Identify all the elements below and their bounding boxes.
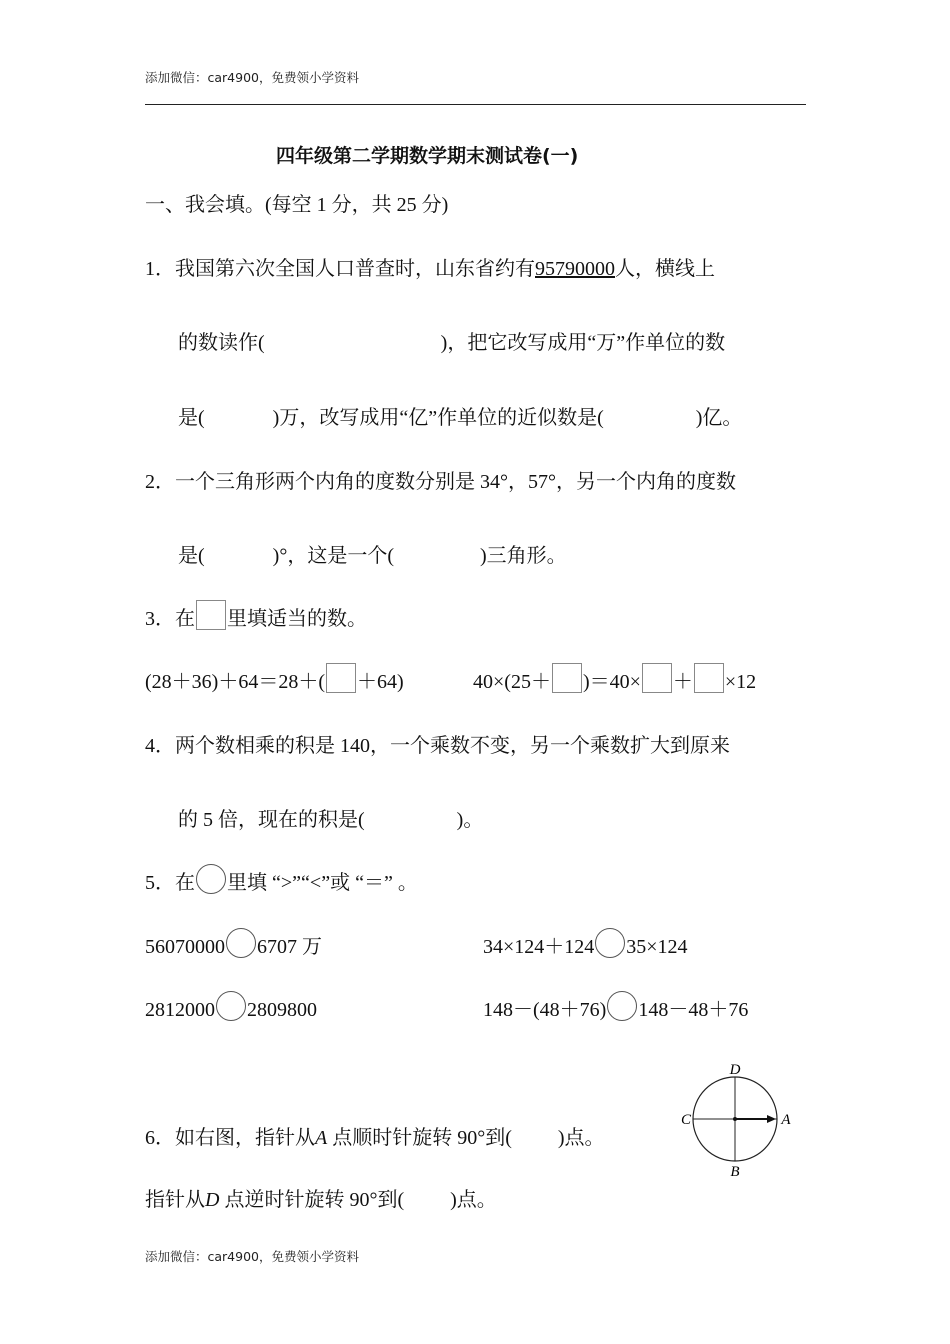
- q6-line2: [145, 1183, 497, 1212]
- q3-eq2-d: ×12: [724, 671, 757, 693]
- q2-text1: 一个三角形两个内角的度数分别是 34°，57°，另一个内角的度数: [175, 471, 736, 493]
- q3-number: 3．: [145, 608, 175, 630]
- q6-line1-a: 如右图，指针从: [175, 1127, 315, 1149]
- q5-circle-symbol: [196, 864, 226, 894]
- q2-line2-start: 是(: [178, 545, 205, 567]
- q5-c4-right: 148－48＋76: [638, 999, 749, 1021]
- header-rule: [145, 104, 806, 105]
- q1-line2-end: )，把它改写成用“万”作单位的数: [440, 332, 726, 354]
- q5-text-a: 在: [175, 872, 195, 894]
- q3-text-b: 里填适当的数。: [227, 608, 367, 630]
- q4-number: 4．: [145, 735, 175, 757]
- q5-c3-circle[interactable]: [216, 991, 246, 1021]
- q2-line2-mid: )°，这是一个(: [272, 545, 394, 567]
- q6-line2-c: )点。: [450, 1189, 497, 1211]
- q6-point-d: D: [205, 1189, 220, 1211]
- q1-line2-start: 的数读作(: [178, 332, 265, 354]
- section-heading: 一、我会填。(每空 1 分，共 25 分): [145, 194, 449, 216]
- q3-eq2: [473, 663, 756, 694]
- q5-line1: [145, 864, 418, 895]
- page-title: 四年级第二学期数学期末测试卷(一): [276, 145, 579, 167]
- q3-box-symbol: [196, 600, 226, 630]
- q6-number: 6．: [145, 1127, 175, 1149]
- q1-line3-mid: )万，改写成用“亿”作单位的近似数是(: [272, 407, 604, 429]
- diagram-label-b: B: [730, 1164, 740, 1178]
- q5-c2-right: 35×124: [626, 936, 688, 958]
- q3-text-a: 在: [175, 608, 195, 630]
- diagram-label-d: D: [729, 1062, 741, 1078]
- q1-text1: 我国第六次全国人口普查时，山东省约有: [175, 258, 535, 280]
- q5-compare-1: [145, 928, 322, 959]
- diagram-pointer-arrowhead: [767, 1115, 776, 1123]
- q6-line2-a: 指针从: [145, 1189, 205, 1211]
- q3-eq2-a: 40×(25＋: [473, 671, 551, 693]
- q3-line1: [145, 600, 367, 631]
- q1-line3-start: 是(: [178, 407, 205, 429]
- footer-contact: 添加微信：car4900，免费领小学资料: [145, 1249, 359, 1264]
- q3-eq1-box[interactable]: [326, 663, 356, 693]
- q6-line1-b: 点顺时针旋转 90°到(: [327, 1127, 512, 1149]
- q5-c4-circle[interactable]: [607, 991, 637, 1021]
- q3-eq1-start: (28＋36)＋64＝28＋(: [145, 671, 325, 693]
- q3-eq2-box1[interactable]: [552, 663, 582, 693]
- q5-c1-left: 56070000: [145, 936, 225, 958]
- q1-line2: [178, 326, 725, 355]
- q2-number: 2．: [145, 471, 175, 493]
- q3-eq1: [145, 663, 404, 694]
- q4-line2-start: 的 5 倍，现在的积是(: [178, 809, 365, 831]
- q5-c2-left: 34×124＋124: [483, 936, 595, 958]
- q6-point-a: A: [315, 1127, 328, 1149]
- q4-line2: [178, 803, 483, 832]
- q4-text1: 两个数相乘的积是 140，一个乘数不变，另一个乘数扩大到原来: [175, 735, 730, 757]
- q1-line3-end: )亿。: [695, 407, 743, 429]
- q5-c3-right: 2809800: [247, 999, 317, 1021]
- q1-line3: [178, 401, 742, 430]
- diagram-center: [733, 1117, 737, 1121]
- q1-number: 1．: [145, 258, 175, 280]
- q1-text2: 人，横线上: [615, 258, 715, 280]
- header-contact: 添加微信：car4900，免费领小学资料: [145, 70, 359, 85]
- q6-line1: [145, 1121, 605, 1150]
- q6-line1-c: )点。: [557, 1127, 605, 1149]
- q2-line2: [178, 539, 567, 568]
- q5-c3-left: 2812000: [145, 999, 215, 1021]
- q5-c1-right: 6707 万: [257, 936, 322, 958]
- q5-number: 5．: [145, 872, 175, 894]
- diagram-label-c: C: [680, 1112, 692, 1128]
- rotation-diagram: [670, 1058, 800, 1178]
- q5-text-b: 里填 “>”“<”或 “＝” 。: [227, 872, 418, 894]
- q2-line1: [145, 465, 736, 494]
- q3-eq2-box3[interactable]: [694, 663, 724, 693]
- q5-c2-circle[interactable]: [595, 928, 625, 958]
- q3-eq2-c: ＋: [672, 671, 693, 693]
- diagram-label-a: A: [781, 1112, 791, 1128]
- q3-eq2-box2[interactable]: [642, 663, 672, 693]
- q5-compare-4: [483, 991, 748, 1022]
- q3-eq2-b: )＝40×: [582, 671, 641, 693]
- q4-line2-end: )。: [456, 809, 484, 831]
- q2-line2-end: )三角形。: [480, 545, 567, 567]
- q6-line2-b: 点逆时针旋转 90°到(: [219, 1189, 405, 1211]
- q1-population: 95790000: [535, 258, 615, 280]
- q3-eq1-end: ＋64): [356, 671, 404, 693]
- q4-line1: [145, 729, 730, 758]
- q5-c4-left: 148－(48＋76): [483, 999, 607, 1021]
- q1-line1: [145, 252, 715, 281]
- q5-compare-3: [145, 991, 317, 1022]
- q5-compare-2: [483, 928, 688, 959]
- q5-c1-circle[interactable]: [226, 928, 256, 958]
